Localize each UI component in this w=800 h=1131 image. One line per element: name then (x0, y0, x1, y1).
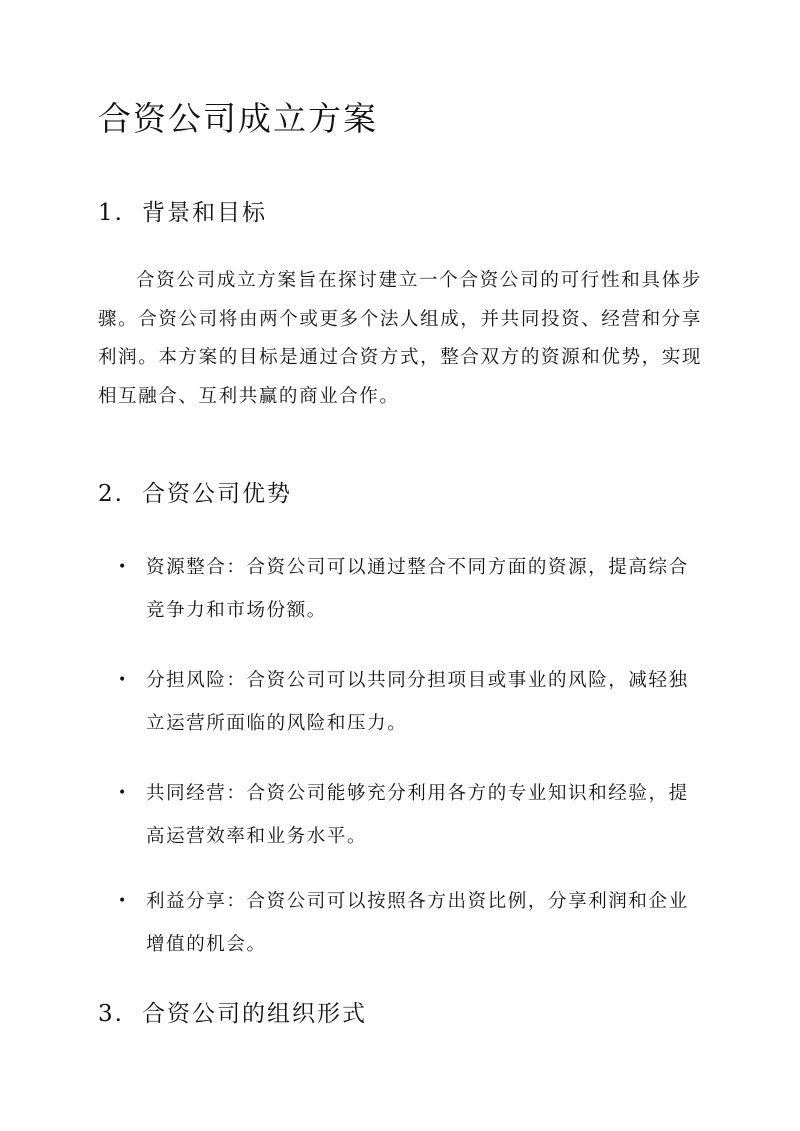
section-heading-text: 合资公司优势 (142, 481, 292, 507)
section-heading-advantages (98, 477, 292, 511)
section-heading-organization-form (98, 997, 367, 1031)
section-heading-background-goals (98, 196, 267, 230)
section-number: 1. (98, 200, 124, 226)
section-heading-text: 合资公司的组织形式 (142, 1001, 367, 1027)
list-item-text: 资源整合：合资公司可以通过整合不同方面的资源，提高综合竞争力和市场份额。 (146, 557, 689, 621)
section-number: 3. (98, 1001, 124, 1027)
bullet-icon: • (118, 559, 128, 575)
list-item-text: 分担风险：合资公司可以共同分担项目或事业的风险，减轻独立运营所面临的风险和压力。 (146, 670, 689, 734)
bullet-icon: • (118, 672, 128, 688)
list-item-risk-sharing (118, 659, 698, 745)
background-paragraph: 合资公司成立方案旨在探讨建立一个合资公司的可行性和具体步骤。合资公司将由两个或更多个法人组成，并共同投资、经营和分享利润。本方案的目标是通过合资方式，整合双方的资源和优势，实现相互融合、互利共赢的商业合作。 (98, 270, 702, 407)
section-heading-text: 背景和目标 (142, 200, 267, 226)
list-item-text: 利益分享：合资公司可以按照各方出资比例，分享利润和企业增值的机会。 (146, 891, 689, 955)
list-item-text: 共同经营：合资公司能够充分利用各方的专业知识和经验，提高运营效率和业务水平。 (146, 783, 689, 847)
bullet-icon: • (118, 893, 128, 909)
list-item-resource-integration (118, 546, 698, 632)
document-title: 合资公司成立方案 (98, 99, 378, 138)
list-item-joint-operation (118, 772, 698, 858)
bullet-icon: • (118, 785, 128, 801)
section-number: 2. (98, 481, 124, 507)
list-item-profit-sharing (118, 880, 698, 966)
